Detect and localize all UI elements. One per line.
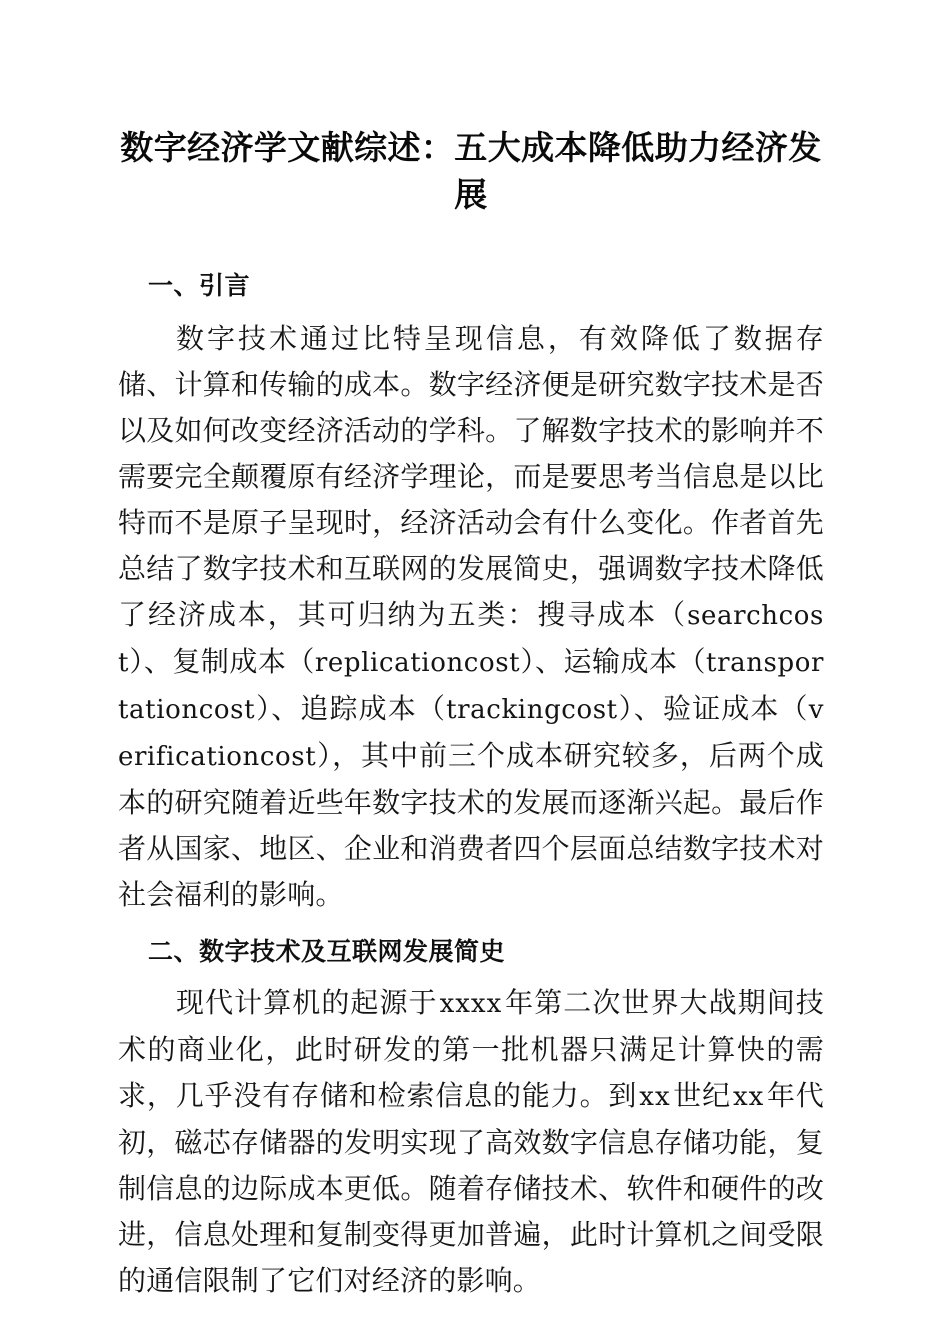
- section-1-paragraph-1: 数字技术通过比特呈现信息，有效降低了数据存储、计算和传输的成本。数字经济便是研究数字技术是否以及如何改变经济活动的学科。了解数字技术的影响并不需要完全颠覆原有经济学理论，而是要思考当信息是以比特而不是原子呈现时，经济活动会有什么变化。作者首先总结了数字技术和互联网的发展简史，强调数字技术降低了经济成本，其可归纳为五类：搜寻成本（searchcost）、复制成本（replicationcost）、运输成本（transportationcost）、追踪成本（trackingcost）、验证成本（verificationcost），其中前三个成本研究较多，后两个成本的研究随着近些年数字技术的发展而逐渐兴起。最后作者从国家、地区、企业和消费者四个层面总结数字技术对社会福利的影响。: [118, 322, 825, 911]
- latin-term: trackingcost: [446, 695, 618, 725]
- section-heading-1: 一、引言: [148, 272, 251, 300]
- section-heading-2: 二、数字技术及互联网发展简史: [148, 938, 506, 966]
- document-content: [118, 0, 824, 1304]
- latin-term: xx: [732, 1082, 765, 1112]
- section-2-paragraph-1: 现代计算机的起源于xxxx年第二次世界大战期间技术的商业化，此时研发的第一批机器只满足计算快的需求，几乎没有存储和检索信息的能力。到xx世纪xx年代初，磁芯存储器的发明实现了高效数字信息存储功能，复制信息的边际成本更低。随着存储技术、软件和硬件的改进，信息处理和复制变得更加普遍，此时计算机之间受限的通信限制了它们对经济的影响。: [118, 986, 824, 1297]
- latin-term: replicationcost: [314, 648, 521, 678]
- latin-term: xxxx: [439, 989, 503, 1019]
- latin-term: xx: [639, 1082, 671, 1112]
- page-title: 数字经济学文献综述：五大成本降低助力经济发展: [120, 131, 822, 214]
- latin-term: verificationcost: [118, 695, 824, 772]
- latin-term: searchcost: [118, 601, 824, 678]
- latin-term: transportationcost: [118, 648, 825, 725]
